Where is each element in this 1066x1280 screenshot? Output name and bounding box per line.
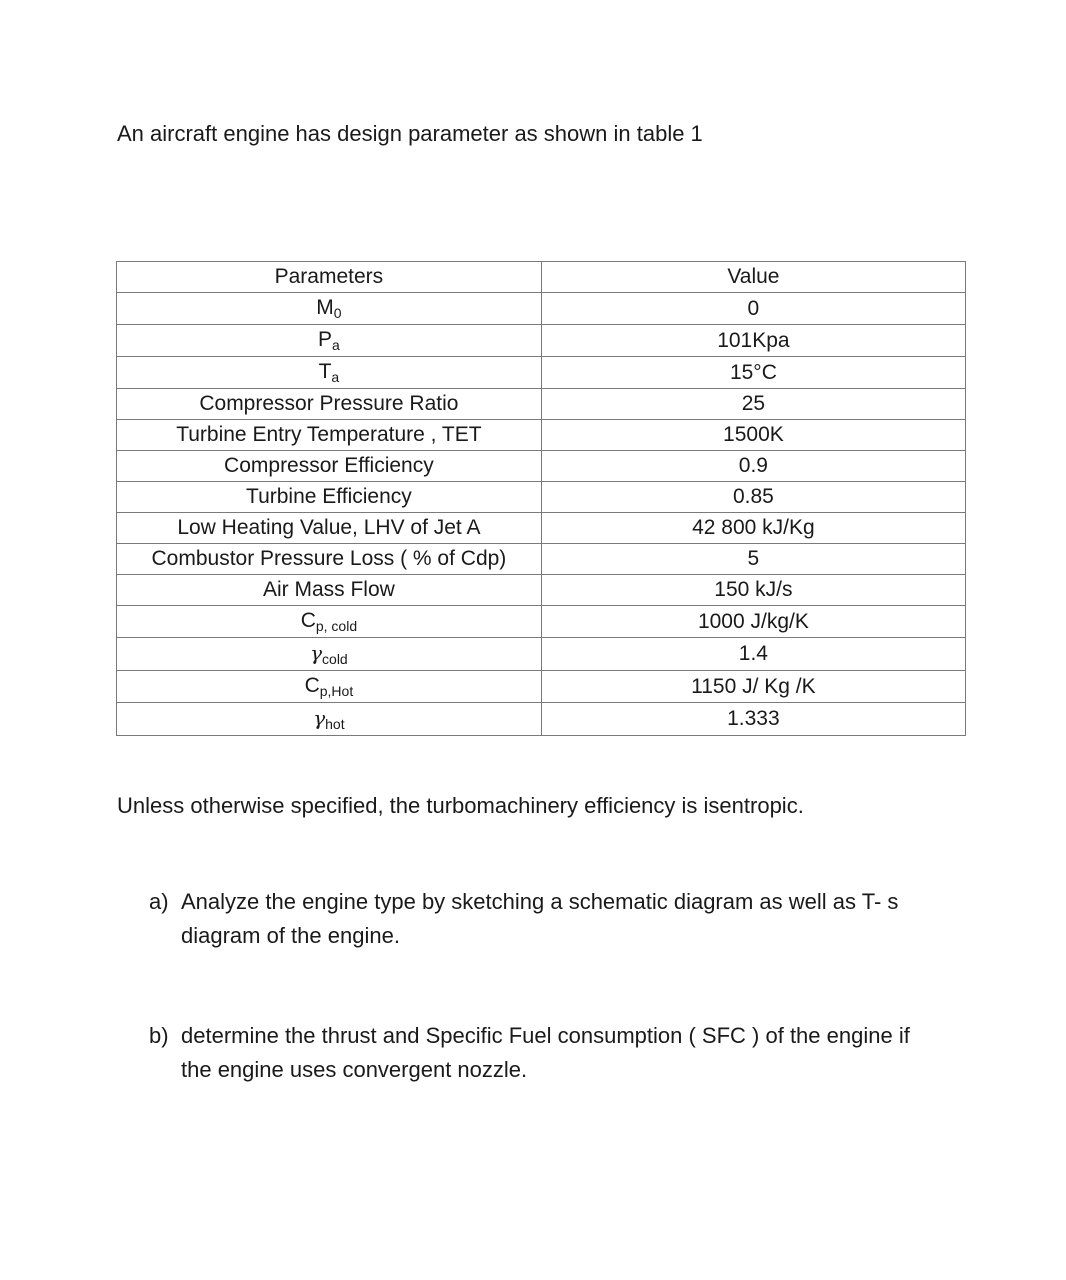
param-subscript: p,Hot [319, 683, 354, 699]
value-cell: 1000 J/kg/K [541, 606, 965, 638]
table-row [117, 544, 966, 575]
header-parameters: Parameters [117, 262, 542, 293]
value-cell: 101Kpa [541, 325, 965, 357]
param-symbol: C [304, 674, 320, 697]
value-cell: 15°C [541, 357, 965, 389]
efficiency-note: Unless otherwise specified, the turbomachinery efficiency is isentropic. [117, 793, 804, 818]
question-a-text1: Analyze the engine type by sketching a schematic diagram as well as T- s [181, 889, 899, 914]
table-header-row [117, 262, 966, 293]
table-row [117, 482, 966, 513]
intro-text: An aircraft engine has design parameter as shown in table 1 [117, 121, 703, 146]
value-cell: 1.4 [541, 638, 965, 671]
question-b [149, 1019, 949, 1087]
value-cell: 1150 J/ Kg /K [541, 671, 965, 703]
question-a-line1 [149, 885, 949, 919]
table-row [117, 357, 966, 389]
value-cell: 25 [541, 389, 965, 420]
question-b-text2: the engine uses convergent nozzle. [181, 1057, 528, 1082]
gamma-symbol: γ [313, 706, 326, 730]
question-a-text2: diagram of the engine. [181, 923, 400, 948]
question-a [149, 885, 949, 953]
param-cell: Turbine Entry Temperature , TET [117, 420, 542, 451]
table-row [117, 451, 966, 482]
value-cell: 5 [541, 544, 965, 575]
value-cell: 150 kJ/s [541, 575, 965, 606]
param-cell: Combustor Pressure Loss ( % of Cdp) [117, 544, 542, 575]
param-subscript: a [332, 337, 340, 353]
table-row [117, 671, 966, 703]
question-b-text1: determine the thrust and Specific Fuel consumption ( SFC ) of the engine if [181, 1023, 910, 1048]
value-cell: 1500K [541, 420, 965, 451]
value-cell: 42 800 kJ/Kg [541, 513, 965, 544]
table-row [117, 606, 966, 638]
param-cell [117, 606, 542, 638]
param-subscript: hot [325, 716, 345, 732]
param-cell [117, 293, 542, 325]
table-row [117, 513, 966, 544]
param-subscript: cold [322, 651, 348, 667]
table-row [117, 638, 966, 671]
param-subscript: a [331, 369, 340, 385]
table-row [117, 575, 966, 606]
table-row [117, 293, 966, 325]
value-cell: 1.333 [541, 703, 965, 736]
param-cell [117, 703, 542, 736]
param-symbol: C [300, 609, 316, 632]
table-row [117, 420, 966, 451]
param-cell: Compressor Pressure Ratio [117, 389, 542, 420]
table-row [117, 325, 966, 357]
header-value: Value [541, 262, 965, 293]
value-cell: 0 [541, 293, 965, 325]
value-cell: 0.85 [541, 482, 965, 513]
param-cell [117, 357, 542, 389]
param-symbol: M [316, 296, 334, 319]
value-cell: 0.9 [541, 451, 965, 482]
param-symbol: T [318, 360, 332, 383]
param-cell: Compressor Efficiency [117, 451, 542, 482]
param-cell [117, 671, 542, 703]
question-b-marker: b) [149, 1023, 169, 1048]
question-a-marker: a) [149, 889, 169, 914]
table-row [117, 703, 966, 736]
param-subscript: p, cold [315, 618, 358, 634]
parameters-table [116, 261, 966, 736]
param-cell: Air Mass Flow [117, 575, 542, 606]
question-b-line1 [149, 1019, 949, 1053]
param-subscript: 0 [333, 305, 342, 321]
param-cell [117, 638, 542, 671]
param-symbol: P [317, 328, 332, 351]
param-cell [117, 325, 542, 357]
param-cell: Turbine Efficiency [117, 482, 542, 513]
table-row [117, 389, 966, 420]
gamma-symbol: γ [310, 641, 323, 665]
param-cell: Low Heating Value, LHV of Jet A [117, 513, 542, 544]
